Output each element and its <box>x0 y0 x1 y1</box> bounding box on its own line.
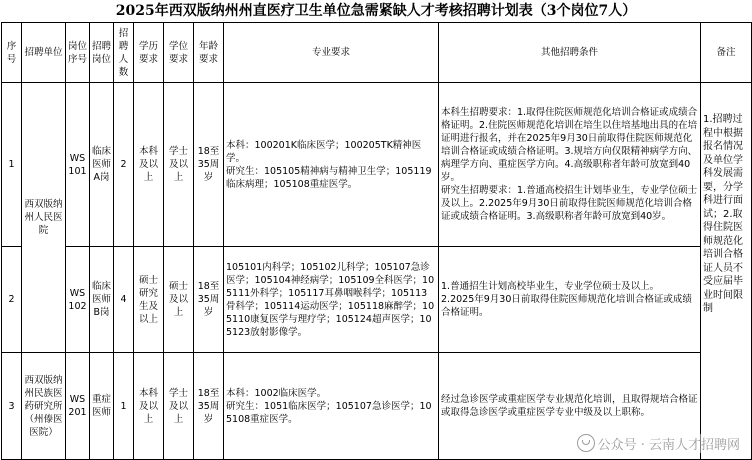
row-count: 1 <box>114 353 134 460</box>
row-seq: 1 <box>2 83 22 247</box>
row-age: 18至35周岁 <box>194 247 224 353</box>
recruitment-table <box>1 22 752 460</box>
row-post-code: WS201 <box>66 353 90 460</box>
row-post-code: WS102 <box>66 247 90 353</box>
header-seq: 序号 <box>2 23 22 83</box>
wechat-icon <box>577 434 595 452</box>
row-education: 硕士研究生及以上 <box>134 247 164 353</box>
row-other: 经过急诊医学或重症医学专业规范化培训，且取得规培合格证或取得急诊医学或重症医学专业中级及以上职称。 <box>439 353 701 460</box>
row-age: 18至35周岁 <box>194 83 224 247</box>
row-seq: 3 <box>2 353 22 460</box>
header-major: 专业要求 <box>224 23 439 83</box>
page-title: 2025年西双版纳州州直医疗卫生单位急需紧缺人才考核招聘计划表（3个岗位7人） <box>115 3 637 19</box>
unit-name: 西双版纳州民族医药研究所（州傣医医院） <box>22 353 66 460</box>
row-degree: 学士及以上 <box>164 83 194 247</box>
row-education: 本科及以上 <box>134 353 164 460</box>
table-row <box>2 247 752 353</box>
row-seq: 2 <box>2 247 22 353</box>
header-row <box>2 23 752 83</box>
watermark <box>575 434 742 453</box>
row-major: 105101内科学；105102儿科学；105107急诊医学；105104神经病学；105109全科医学；105111外科学；105117耳鼻咽喉科学；105113骨科学；105114运动医学；105118麻醉学；105110康复医学与理疗学；105124超声医学；105123放射影像学。 <box>224 247 439 353</box>
row-post: 临床医师A岗 <box>90 83 114 247</box>
row-count: 2 <box>114 83 134 247</box>
header-age: 年龄要求 <box>194 23 224 83</box>
row-post-code: WS101 <box>66 83 90 247</box>
row-other: 1.普通招生计划高校毕业生，专业学位硕士及以上。 2.2025年9月30日前取得住院医师规范化培训合格证或成绩合格证明。 <box>439 247 701 353</box>
header-other: 其他招聘条件 <box>439 23 701 83</box>
header-remark: 备注 <box>701 23 752 83</box>
row-education: 本科及以上 <box>134 83 164 247</box>
watermark-text: 公众号 · 云南人才招聘网 <box>597 438 740 453</box>
row-degree: 硕士及以上 <box>164 247 194 353</box>
remark-note: 1.招聘过程中根据报名情况及单位学科发展需要，分学科进行面试；2.取得住院医师规范化培训合格证人员不受应届毕业时间限制 <box>701 83 752 460</box>
header-degree: 学位要求 <box>164 23 194 83</box>
header-unit: 招聘单位 <box>22 23 66 83</box>
row-degree: 学士及以上 <box>164 353 194 460</box>
header-post-code: 岗位序号 <box>66 23 90 83</box>
header-post: 招聘岗位 <box>90 23 114 83</box>
table-row <box>2 83 752 247</box>
row-post: 重症医师 <box>90 353 114 460</box>
row-count: 4 <box>114 247 134 353</box>
row-post: 临床医师B岗 <box>90 247 114 353</box>
row-major: 本科：1002临床医学。 研究生：1051临床医学；105107急诊医学；105108重症医学。 <box>224 353 439 460</box>
header-count: 招聘人数 <box>114 23 134 83</box>
row-major: 本科：100201K临床医学；100205TK精神医学。 研究生：105105精神病与精神卫生学；105119临床病理；105108重症医学。 <box>224 83 439 247</box>
row-age: 18至35周岁 <box>194 353 224 460</box>
header-education: 学历要求 <box>134 23 164 83</box>
row-other: 本科生招聘要求：1.取得住院医师规范化培训合格证或成绩合格证明。2.住院医师规范化培训在培生以住培基地出具的在培证明进行报名，并在2025年9月30日前取得住院医师规范化培训合格证或成绩合格证明。3.规培方向仅限精神病学方向、病理学方向、重症医学方向。4.高级职称者年龄可放宽到40岁。 研究生招聘要求：1.普通高校招生计划毕业生，专业学位硕士及以上。2.2025年9月30日前取得住院医师规范化培训合格证或成绩合格证明。3.高级职称者年龄可放宽到40岁。 <box>439 83 701 247</box>
unit-name: 西双版纳州人民医院 <box>22 83 66 353</box>
